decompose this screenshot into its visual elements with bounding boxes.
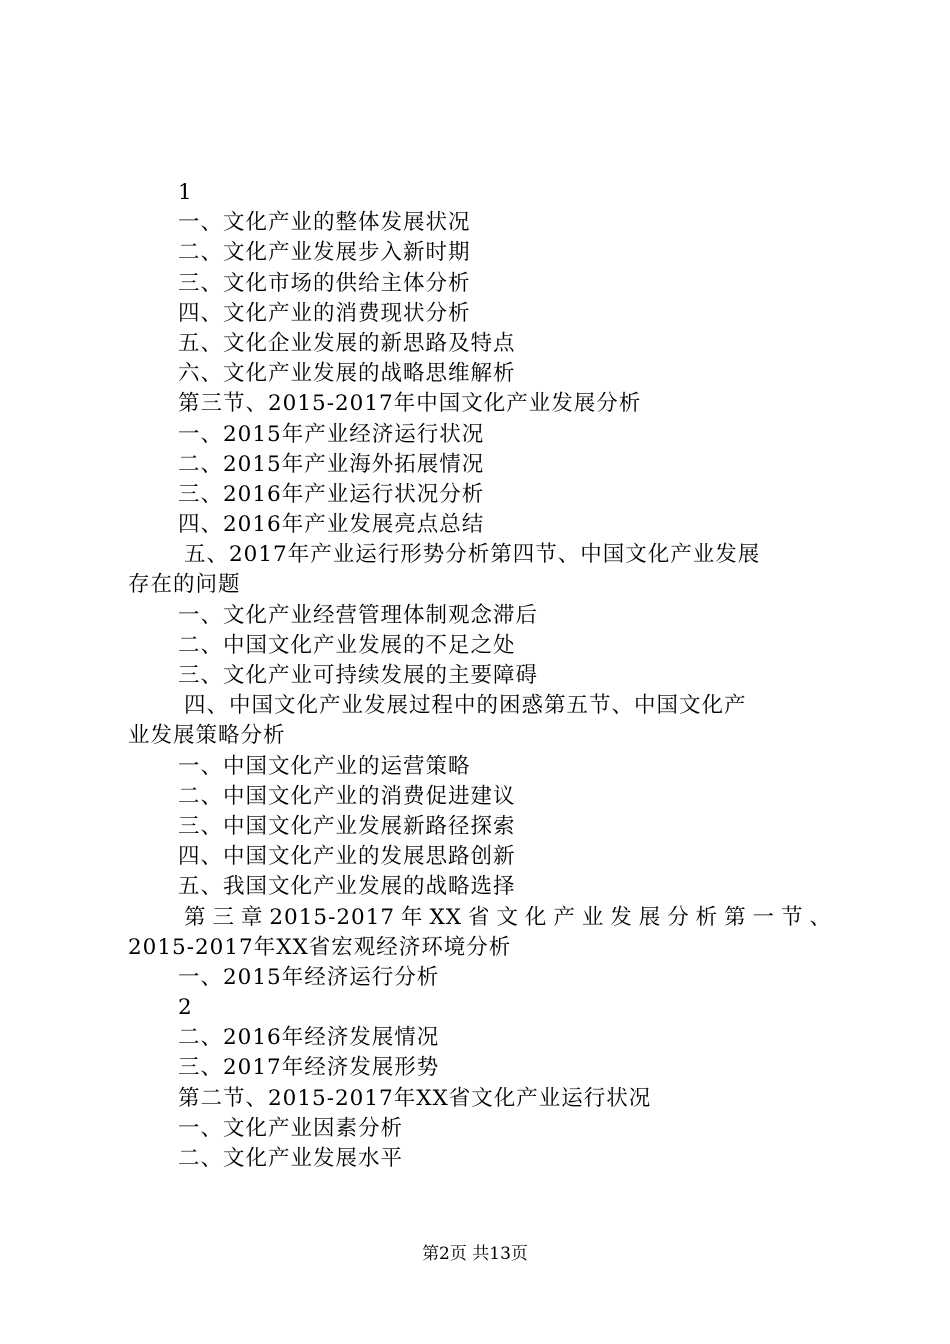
toc-line: 二、2015年产业海外拓展情况 xyxy=(178,451,485,477)
toc-line: 四、文化产业的消费现状分析 xyxy=(178,300,471,326)
toc-line: 五、文化企业发展的新思路及特点 xyxy=(178,330,516,356)
toc-line: 二、2016年经济发展情况 xyxy=(178,1025,440,1051)
toc-line: 一、中国文化产业的运营策略 xyxy=(178,753,471,779)
chapter-heading-part: 化 xyxy=(524,904,548,930)
chapter-heading-part: XX xyxy=(429,904,463,930)
toc-line: 四、2016年产业发展亮点总结 xyxy=(178,512,485,538)
toc-line: 三、中国文化产业发展新路径探索 xyxy=(178,813,516,839)
page-number-marker: 2 xyxy=(178,995,193,1021)
chapter-heading xyxy=(128,903,832,933)
toc-line: 三、文化市场的供给主体分析 xyxy=(178,270,471,296)
document-body xyxy=(128,178,832,1174)
toc-line: 二、文化产业发展水平 xyxy=(178,1146,404,1171)
chapter-heading-part: 析 xyxy=(695,904,719,930)
chapter-heading-part: 文 xyxy=(496,904,519,930)
toc-line: 三、文化产业可持续发展的主要障碍 xyxy=(178,663,539,688)
toc-line: 六、文化产业发展的战略思维解析 xyxy=(178,361,516,387)
toc-line: 一、2015年经济运行分析 xyxy=(178,964,440,990)
chapter-heading-part: 2015-2017 xyxy=(269,904,396,930)
chapter-heading-continuation: 2015-2017年XX省宏观经济环境分析 xyxy=(128,934,512,960)
section-heading: 第三节、2015-2017年中国文化产业发展分析 xyxy=(178,391,642,417)
toc-line: 三、2017年经济发展形势 xyxy=(178,1055,440,1081)
toc-line: 一、文化产业因素分析 xyxy=(178,1115,404,1141)
toc-line: 二、中国文化产业发展的不足之处 xyxy=(178,632,516,658)
toc-line: 二、中国文化产业的消费促进建议 xyxy=(178,783,516,809)
chapter-heading-part: 、 xyxy=(809,904,832,930)
chapter-heading-part: 省 xyxy=(468,904,491,930)
toc-line: 四、中国文化产业的发展思路创新 xyxy=(178,844,516,870)
toc-line: 一、2015年产业经济运行状况 xyxy=(178,421,485,447)
chapter-heading-part: 年 xyxy=(401,904,424,930)
toc-line: 五、我国文化产业发展的战略选择 xyxy=(178,874,516,900)
toc-line-continuation: 业发展策略分析 xyxy=(128,723,286,749)
chapter-heading-part: 三 xyxy=(212,904,235,930)
toc-line: 一、文化产业的整体发展状况 xyxy=(178,210,471,236)
toc-line: 二、文化产业发展步入新时期 xyxy=(178,240,471,266)
chapter-heading-part: 章 xyxy=(240,904,264,930)
chapter-heading-part: 节 xyxy=(781,904,804,930)
page-footer: 第2页 共13页 xyxy=(422,1244,528,1264)
chapter-heading-part: 产 xyxy=(553,904,576,930)
chapter-heading-part: 展 xyxy=(638,904,662,930)
chapter-heading-part: 业 xyxy=(581,904,605,930)
chapter-heading-part: 第 xyxy=(184,904,207,930)
toc-line-continuation: 存在的问题 xyxy=(128,572,241,598)
page-number-marker: 1 xyxy=(178,180,193,205)
chapter-heading-part: 发 xyxy=(610,904,633,930)
toc-line: 四、中国文化产业发展过程中的困惑第五节、中国文化产 xyxy=(184,693,747,719)
section-heading: 第二节、2015-2017年XX省文化产业运行状况 xyxy=(178,1085,652,1111)
chapter-heading-part: 分 xyxy=(667,904,690,930)
toc-line: 一、文化产业经营管理体制观念滞后 xyxy=(178,602,539,628)
chapter-heading-part: 一 xyxy=(752,904,776,930)
toc-line: 五、2017年产业运行形势分析第四节、中国文化产业发展 xyxy=(184,542,761,568)
toc-line: 三、2016年产业运行状况分析 xyxy=(178,481,485,507)
chapter-heading-part: 第 xyxy=(724,904,747,930)
